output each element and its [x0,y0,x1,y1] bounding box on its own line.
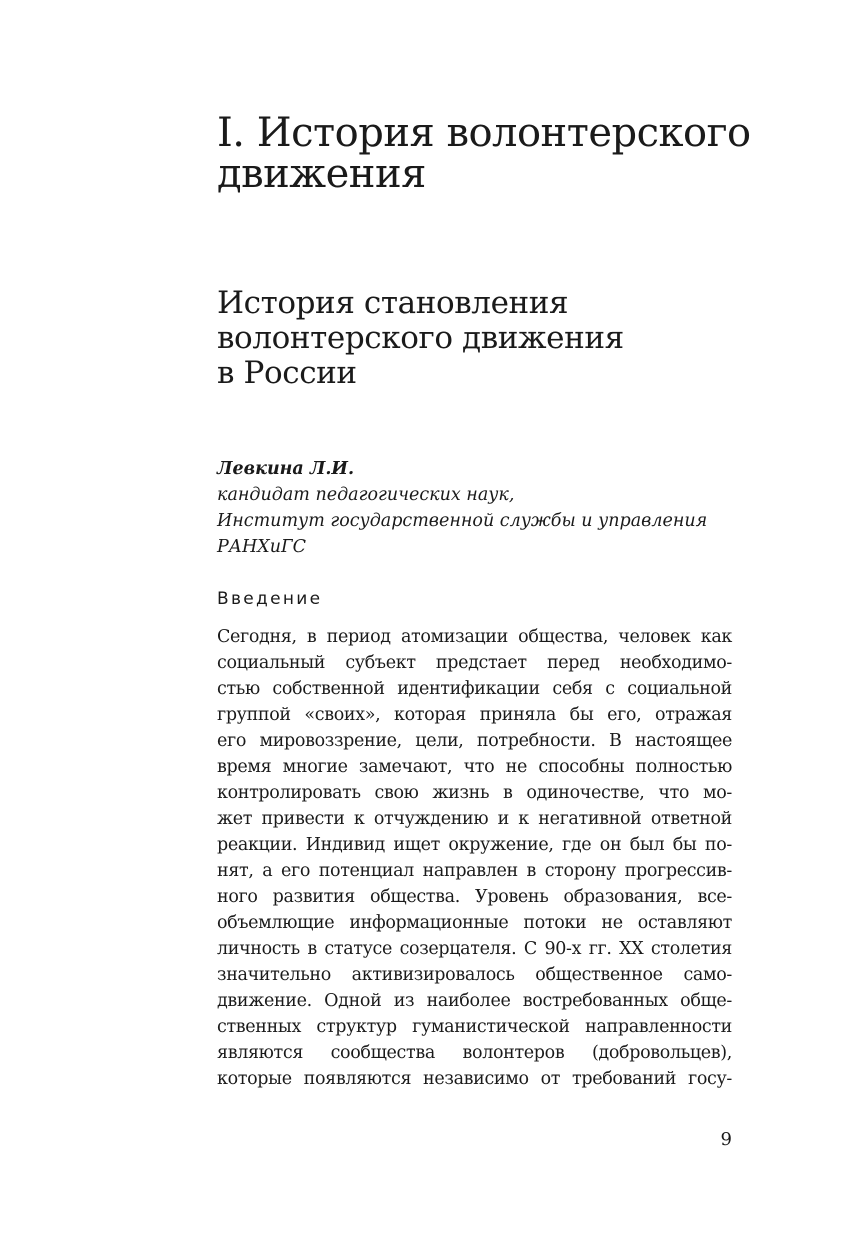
chapter-title-line-1: I. История волонтерского [217,110,751,156]
body-line: которые появляются независимо от требований госу- [217,1069,732,1089]
body-line: значительно активизировалось общественное само- [217,965,732,985]
page-number: 9 [720,1129,732,1150]
body-paragraph [217,624,732,1092]
author-affiliation: Институт государственной службы и управления [217,511,708,531]
body-line: время многие замечают, что не способны полностью [217,757,732,777]
body-line: социальный субъект предстает перед необходимо- [217,653,732,673]
body-line: нят, а его потенциал направлен в сторону прогрессив- [217,861,732,881]
author-degree: кандидат педагогических наук, [217,485,515,505]
section-heading: Введение [217,589,323,609]
article-title-line-1: История становления [217,285,569,321]
article-title-line-2: волонтерского движения [217,320,624,356]
body-line: реакции. Индивид ищет окружение, где он был бы по- [217,835,732,855]
article-title-line-3: в России [217,355,357,391]
author-organization: РАНХиГС [217,537,306,557]
body-line: группой «своих», которая приняла бы его, отражая [217,705,732,725]
book-page [217,0,751,1241]
body-line: ного развития общества. Уровень образования, все- [217,887,732,907]
body-line: стью собственной идентификации себя с социальной [217,679,732,699]
body-line: личность в статусе созерцателя. С 90-х гг. XX столетия [217,939,732,959]
body-line: являются сообщества волонтеров (добровольцев), [217,1043,732,1063]
body-line: объемлющие информационные потоки не оставляют [217,913,732,933]
chapter-title-line-2: движения [217,151,426,197]
body-line: ственных структур гуманистической направленности [217,1017,732,1037]
article-title [217,286,737,391]
body-line: движение. Одной из наиболее востребованных обще- [217,991,732,1011]
chapter-title [217,110,757,197]
body-line: контролировать свою жизнь в одиночестве, что мо- [217,783,732,803]
body-line: Сегодня, в период атомизации общества, человек как [217,627,732,647]
author-block [217,456,732,560]
author-name: Левкина Л.И. [217,459,355,479]
body-line: его мировоззрение, цели, потребности. В настоящее [217,731,732,751]
body-line: жет привести к отчуждению и к негативной ответной [217,809,732,829]
